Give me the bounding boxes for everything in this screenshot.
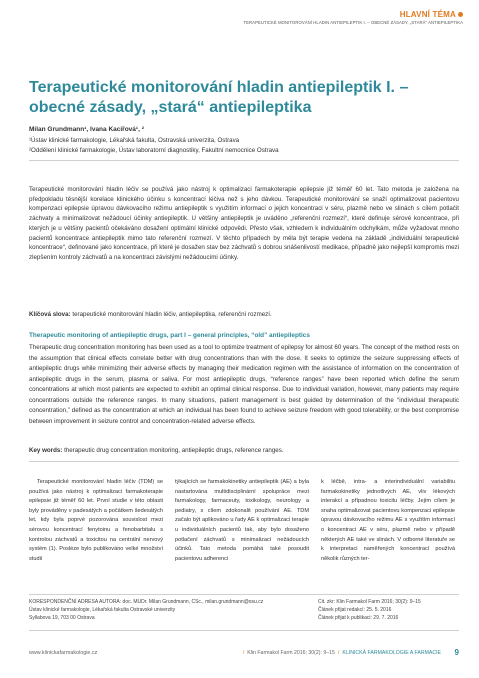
keywords-english-label: Key words: xyxy=(29,447,63,454)
footer-journal: Klin Farmakol Farm 2016; 30(2): 9–15 xyxy=(247,650,335,656)
keywords-czech-text: terapeutické monitorování hladin léčiv, antiepileptika, referenční rozmezí. xyxy=(70,311,272,318)
body-columns xyxy=(29,478,459,593)
divider xyxy=(29,594,459,595)
citation-info: Cit. zkr: Klin Farmakol Farm 2016; 30(2): 9–15 Článek přijat redakcí: 25. 5. 2016 Článek přijat k publikaci: 29. 7. 2016 xyxy=(318,599,421,621)
keywords-english xyxy=(29,446,459,455)
page-header xyxy=(0,0,479,30)
keywords-czech-label: Klíčová slova: xyxy=(29,311,71,318)
footer-url[interactable]: www.klinickafarmakologie.cz xyxy=(29,650,98,656)
section-tag xyxy=(400,10,463,19)
keywords-english-text: therapeutic drug concentration monitoring, antiepileptic drugs, reference ranges. xyxy=(62,447,284,454)
section-dot-icon xyxy=(458,12,463,17)
authors: Milan Grundmann¹, Ivana Kacířová¹, ² xyxy=(29,126,144,133)
abstract-czech: Terapeutické monitorování hladin léčiv se používá jako nástroj k optimalizaci farmakoterapie epilepsie již téměř 60 let. Tato metoda je založena na předpokladu těsnější korelace klinického účinku s koncentrací léčiva než s jeho dávkou. Terapeutické monitorování se snaží optimalizovat pacientovu kompenzaci epilepsie úpravou dávkovacího režimu antiepileptik s využitím informací o jejich koncentraci v séru, plazmě nebo ve slinách s cílem potlačit záchvaty a minimalizovat nežádoucí účinky antiepileptik. U většiny antiepileptik je uváděno „referenční rozmezí“, které definuje sérové koncentrace, při kterých je u většiny pacientů očekáváno dosažení optimální klinické odpovědi. Přesto však, vzhledem k individuálním odchylkám, může vyžadovat mnoho pacientů koncentrace antiepileptik mimo tato referenční rozmezí. V těchto případech by měla být terapie vedena na základě „individuální terapeutické koncentrace“, definované jako koncentrace, při které je dosažen stav bez záchvatů s dobrou snášenlivostí medikace, případně jako nejlepší kompromis mezi zlepšením kontroly záchvatů a na koncentraci závislými nežádoucími účinky. xyxy=(29,186,459,261)
keywords-czech xyxy=(29,310,459,319)
footer-section: KLINICKÁ FARMAKOLOGIE A FARMACIE xyxy=(342,650,441,656)
footer-journal-info xyxy=(240,650,441,656)
correspondence-address: KORESPONDENČNÍ ADRESA AUTORA: doc. MUDr. Milan Grundmann, CSc., milan.grundmann@osu.cz Ústav klinické farmakologie, Lékařská fakulta Ostravské univerzity Syllabova 19, 703 00 Ostrava xyxy=(29,599,264,621)
affiliation-1: ¹Ústav klinické farmakologie, Lékařská fakulta, Ostravská univerzita, Ostrava xyxy=(29,137,240,144)
page-number: 9 xyxy=(454,648,459,657)
footer-separator: / xyxy=(337,650,340,656)
abstract-english: Therapeutic drug concentration monitoring has been used as a tool to optimize treatment of epilepsy for almost 60 years. The concept of the method rests on the assumption that clinical effects correlate better with drug concentrations than with the dose. It seeks to optimize the seizure suppressing effects of antiepileptic drugs while minimizing their adverse effects by managing their medication regimen with the assistance of information on the concentration of antiepileptic drugs in the serum, plasma or saliva. For most antiepileptic drugs, “reference ranges” have been reported which define the serum concentrations at which most patients are expected to exhibit an optimal clinical response. Due to individual variation, however, many patients may require concentrations outside the reference ranges. In many situations, patient management is best guided by determination of the “individual therapeutic concentration,” defined as the concentration at which an individual has been found to achieve seizure freedom with good tolerability, or the best compromise between improvement in seizure control and concentration-related adverse effects. xyxy=(29,344,459,425)
article-title: Terapeutické monitorování hladin antiepileptik I. – obecné zásady, „stará“ antiepileptika xyxy=(29,79,409,116)
affiliation-2: ²Oddělení klinické farmakologie, Ústav laboratorní diagnostiky, Fakultní nemocnice Ostrava xyxy=(29,147,279,154)
body-column-1: Terapeutické monitorování hladin léčiv (TDM) se používá jako nástroj k optimalizaci farmakoterapie epilepsie již téměř 60 let. První studie v této oblasti byly prováděny v padesátých a počátkem šedesátých let, kdy byla poprvé pozorována souvislost mezi sérovou koncentrací fenytoinu a fenobarbitalu s kontrolou záchvatů a toxicitou na centrální nervový systém (1). Posléze bylo publikováno velké množství studií xyxy=(29,479,163,562)
divider xyxy=(29,160,459,161)
english-title: Therapeutic monitoring of antiepileptic drugs, part I – general principles, “old” antiepileptics xyxy=(29,332,310,339)
body-column-3: k léčbě, intra- a interindividuální variabilitu farmakokinetiky jednotlivých AE, vliv lékových interakcí a případnou toxicitu léčby. Jejím cílem je snaha optimalizovat pacientovu kompenzaci epilepsie úpravou dávkovacího režimu AE s využitím informací o koncentraci AE v séru, plazmě nebo v případě některých AE také ve slinách. V odborné literatuře se k interpretaci naměřených koncentrací používá několik různých ter- xyxy=(321,479,455,562)
divider xyxy=(29,461,459,462)
body-column-2: týkajících se farmakokinetiky antiepileptik (AE) a byla nastartována multidisciplinární spolupráce mezi farmakology, farmaceuty, toxikology, neurology a pediatry, s cílem zdokonalit používání AE. TDM začalo být aplikováno u řady AE k optimalizaci terapie u individuálních pacientů tak, aby bylo dosaženo potlačení záchvatů s minimalizací nežádoucích účinků. Tato metoda pomáhá také posoudit pacientovu adherenci xyxy=(175,479,309,562)
divider xyxy=(29,630,459,631)
page-footer xyxy=(29,649,459,661)
running-head: TERAPEUTICKÉ MONITOROVÁNÍ HLADIN ANTIEPILEPTIK I. – OBECNÉ ZÁSADY, „STARÁ“ ANTIEPILEPTIKA xyxy=(243,20,463,25)
footer-separator: / xyxy=(242,650,245,656)
section-tag-label: HLAVNÍ TÉMA xyxy=(399,10,456,19)
